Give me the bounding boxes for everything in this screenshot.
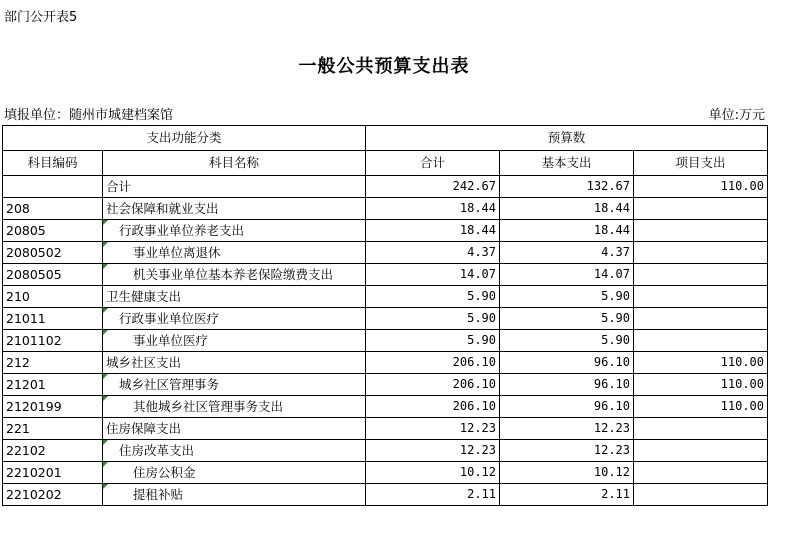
cell-basic-text: 12.23: [593, 421, 630, 435]
cell-code[interactable]: [3, 286, 103, 308]
cell-code-text: 20805: [6, 223, 46, 238]
cell-basic-text: 5.90: [601, 333, 630, 347]
cell-code[interactable]: [3, 462, 103, 484]
currency-unit: 单位:万元: [708, 108, 765, 123]
table-row: [3, 220, 768, 242]
cell-marker-icon: [103, 440, 108, 445]
cell-code-text: 2080502: [6, 245, 62, 260]
cell-name[interactable]: [103, 220, 366, 242]
cell-code[interactable]: [3, 440, 103, 462]
cell-basic[interactable]: [500, 308, 634, 330]
table-row: [3, 286, 768, 308]
cell-code-text: 208: [6, 201, 30, 216]
cell-name[interactable]: [103, 352, 366, 374]
cell-total-text: 242.67: [452, 179, 496, 193]
cell-basic-text: 12.23: [593, 443, 630, 457]
sheet-label: 部门公开表5: [4, 10, 78, 25]
cell-name-text: 住房保障支出: [106, 421, 182, 436]
cell-total-text: 4.37: [467, 245, 496, 259]
cell-code[interactable]: [3, 264, 103, 286]
cell-project[interactable]: [634, 198, 768, 220]
cell-total[interactable]: [366, 176, 500, 198]
cell-basic-text: 4.37: [601, 245, 630, 259]
cell-project[interactable]: [634, 374, 768, 396]
cell-total-text: 2.11: [467, 487, 496, 501]
cell-project[interactable]: [634, 176, 768, 198]
cell-basic[interactable]: [500, 396, 634, 418]
cell-code-text: 2080505: [6, 267, 62, 282]
cell-total[interactable]: [366, 352, 500, 374]
cell-total[interactable]: [366, 308, 500, 330]
cell-total[interactable]: [366, 374, 500, 396]
table-row: [3, 242, 768, 264]
cell-total[interactable]: [366, 418, 500, 440]
cell-basic[interactable]: [500, 198, 634, 220]
table-row: [3, 396, 768, 418]
header-budget-amount[interactable]: 预算数: [366, 126, 768, 151]
cell-project[interactable]: [634, 396, 768, 418]
cell-basic-text: 132.67: [586, 179, 630, 193]
table-row: [3, 176, 768, 198]
cell-marker-icon: [103, 242, 108, 247]
cell-total-text: 18.44: [459, 223, 496, 237]
cell-code[interactable]: [3, 308, 103, 330]
cell-code-text: 2210202: [6, 487, 62, 502]
cell-basic[interactable]: [500, 330, 634, 352]
cell-total[interactable]: [366, 264, 500, 286]
table-row: [3, 418, 768, 440]
cell-name[interactable]: [103, 242, 366, 264]
cell-name-text: 事业单位医疗: [133, 333, 209, 348]
cell-name[interactable]: [103, 176, 366, 198]
cell-project[interactable]: [634, 264, 768, 286]
cell-name[interactable]: [103, 198, 366, 220]
cell-marker-icon: [103, 330, 108, 335]
cell-project-text: 110.00: [720, 355, 764, 369]
cell-name[interactable]: [103, 308, 366, 330]
table-row: [3, 352, 768, 374]
cell-marker-icon: [103, 396, 108, 401]
cell-code[interactable]: [3, 176, 103, 198]
cell-code[interactable]: [3, 242, 103, 264]
cell-total-text: 5.90: [467, 333, 496, 347]
cell-total[interactable]: [366, 462, 500, 484]
cell-name-text: 住房公积金: [133, 465, 196, 480]
cell-total-text: 206.10: [452, 377, 496, 391]
cell-basic[interactable]: [500, 374, 634, 396]
cell-project-text: 110.00: [720, 179, 764, 193]
cell-code[interactable]: [3, 418, 103, 440]
cell-total[interactable]: [366, 330, 500, 352]
header-project[interactable]: 项目支出: [634, 151, 768, 176]
cell-total-text: 14.07: [459, 267, 496, 281]
cell-marker-icon: [103, 484, 108, 489]
cell-basic-text: 18.44: [593, 201, 630, 215]
cell-project[interactable]: [634, 484, 768, 506]
cell-total-text: 5.90: [467, 311, 496, 325]
cell-marker-icon: [103, 462, 108, 467]
cell-basic[interactable]: [500, 440, 634, 462]
cell-project[interactable]: [634, 352, 768, 374]
cell-marker-icon: [103, 264, 108, 269]
cell-name[interactable]: [103, 374, 366, 396]
cell-marker-icon: [103, 308, 108, 313]
cell-basic[interactable]: [500, 484, 634, 506]
reporting-unit: 填报单位：随州市城建档案馆: [4, 108, 174, 123]
cell-name[interactable]: [103, 440, 366, 462]
cell-name-text: 事业单位离退休: [133, 245, 221, 260]
cell-basic-text: 5.90: [601, 311, 630, 325]
cell-project[interactable]: [634, 220, 768, 242]
cell-marker-icon: [103, 220, 108, 225]
table-row: [3, 264, 768, 286]
cell-name[interactable]: [103, 484, 366, 506]
cell-basic-text: 96.10: [593, 355, 630, 369]
cell-name-text: 提租补贴: [133, 487, 184, 502]
cell-name-text: 行政事业单位医疗: [119, 311, 220, 326]
table-row: [3, 198, 768, 220]
cell-code[interactable]: [3, 374, 103, 396]
cell-name-text: 合计: [106, 179, 132, 194]
cell-basic[interactable]: [500, 418, 634, 440]
cell-name-text: 卫生健康支出: [106, 289, 182, 304]
header-total[interactable]: 合计: [366, 151, 500, 176]
cell-name-text: 社会保障和就业支出: [106, 201, 219, 216]
cell-name-text: 城乡社区管理事务: [119, 377, 220, 392]
cell-total-text: 10.12: [459, 465, 496, 479]
cell-code[interactable]: [3, 396, 103, 418]
cell-name-text: 机关事业单位基本养老保险缴费支出: [133, 267, 334, 282]
cell-total[interactable]: [366, 286, 500, 308]
cell-code[interactable]: [3, 484, 103, 506]
cell-code[interactable]: [3, 330, 103, 352]
header-function-classification[interactable]: 支出功能分类: [3, 126, 366, 151]
cell-basic[interactable]: [500, 176, 634, 198]
cell-total-text: 206.10: [452, 399, 496, 413]
cell-project[interactable]: [634, 330, 768, 352]
table-row: [3, 440, 768, 462]
cell-basic[interactable]: [500, 352, 634, 374]
cell-project[interactable]: [634, 418, 768, 440]
cell-project[interactable]: [634, 242, 768, 264]
header-name[interactable]: 科目名称: [103, 151, 366, 176]
cell-total[interactable]: [366, 484, 500, 506]
header-row-columns: [3, 151, 768, 176]
cell-total-text: 18.44: [459, 201, 496, 215]
table-row: [3, 330, 768, 352]
cell-code-text: 221: [6, 421, 30, 436]
cell-basic-text: 10.12: [593, 465, 630, 479]
cell-name-text: 行政事业单位养老支出: [119, 223, 245, 238]
cell-name[interactable]: [103, 462, 366, 484]
table-row: [3, 308, 768, 330]
cell-total-text: 206.10: [452, 355, 496, 369]
cell-basic[interactable]: [500, 264, 634, 286]
cell-name[interactable]: [103, 264, 366, 286]
cell-name[interactable]: [103, 330, 366, 352]
cell-basic[interactable]: [500, 462, 634, 484]
cell-code[interactable]: [3, 198, 103, 220]
cell-total[interactable]: [366, 440, 500, 462]
cell-code-text: 2120199: [6, 399, 62, 414]
cell-project-text: 110.00: [720, 377, 764, 391]
header-code[interactable]: 科目编码: [3, 151, 103, 176]
cell-total-text: 12.23: [459, 421, 496, 435]
header-row-group: [3, 126, 768, 151]
cell-code[interactable]: [3, 352, 103, 374]
cell-name-text: 城乡社区支出: [106, 355, 182, 370]
cell-basic-text: 96.10: [593, 399, 630, 413]
cell-code-text: 21201: [6, 377, 46, 392]
cell-name[interactable]: [103, 286, 366, 308]
cell-basic[interactable]: [500, 242, 634, 264]
cell-code-text: 2210201: [6, 465, 62, 480]
cell-code-text: 212: [6, 355, 30, 370]
cell-project[interactable]: [634, 308, 768, 330]
cell-project[interactable]: [634, 462, 768, 484]
page-title: 一般公共预算支出表: [298, 56, 470, 77]
budget-table: [2, 125, 768, 506]
header-basic[interactable]: 基本支出: [500, 151, 634, 176]
cell-basic-text: 5.90: [601, 289, 630, 303]
cell-project-text: 110.00: [720, 399, 764, 413]
cell-code-text: 22102: [6, 443, 46, 458]
cell-code[interactable]: [3, 220, 103, 242]
cell-basic[interactable]: [500, 220, 634, 242]
cell-project[interactable]: [634, 286, 768, 308]
cell-name[interactable]: [103, 418, 366, 440]
cell-total-text: 12.23: [459, 443, 496, 457]
cell-project[interactable]: [634, 440, 768, 462]
cell-total-text: 5.90: [467, 289, 496, 303]
cell-basic-text: 2.11: [601, 487, 630, 501]
cell-total[interactable]: [366, 396, 500, 418]
cell-basic-text: 14.07: [593, 267, 630, 281]
cell-basic-text: 96.10: [593, 377, 630, 391]
cell-marker-icon: [103, 374, 108, 379]
cell-name-text: 其他城乡社区管理事务支出: [133, 399, 284, 414]
cell-name[interactable]: [103, 396, 366, 418]
cell-code-text: 210: [6, 289, 30, 304]
cell-total[interactable]: [366, 220, 500, 242]
cell-code-text: 2101102: [6, 333, 62, 348]
table-row: [3, 484, 768, 506]
cell-code-text: 21011: [6, 311, 46, 326]
cell-basic-text: 18.44: [593, 223, 630, 237]
table-row: [3, 374, 768, 396]
cell-name-text: 住房改革支出: [119, 443, 195, 458]
cell-total[interactable]: [366, 242, 500, 264]
cell-basic[interactable]: [500, 286, 634, 308]
table-row: [3, 462, 768, 484]
cell-total[interactable]: [366, 198, 500, 220]
